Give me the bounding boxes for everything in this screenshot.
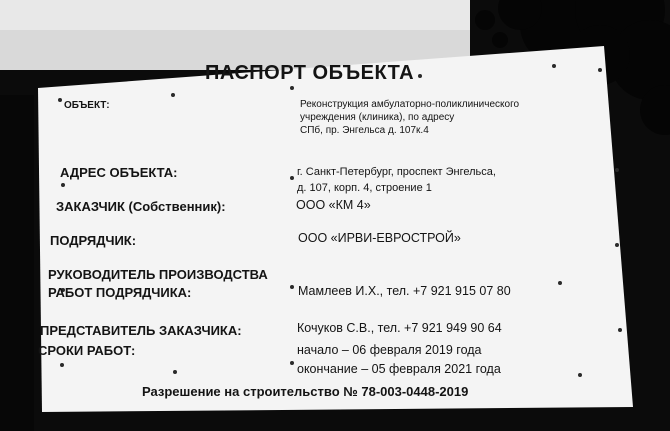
label-customer-rep: ПРЕДСТАВИТЕЛЬ ЗАКАЗЧИКА: xyxy=(40,323,242,338)
value-address: г. Санкт-Петербург, проспект Энгельса, д. 107, корп. 4, строение 1 xyxy=(297,166,496,194)
value-customer: ООО «КМ 4» xyxy=(296,198,371,212)
value-work-period: начало – 06 февраля 2019 года окончание – 05 февраля 2021 года xyxy=(297,343,501,376)
value-contractor: ООО «ИРВИ-ЕВРОСТРОЙ» xyxy=(298,231,461,245)
label-customer: ЗАКАЗЧИК (Собственник): xyxy=(56,199,226,214)
construction-permit: Разрешение на строительство № 78-003-0448-2019 xyxy=(142,384,469,399)
label-work-period: СРОКИ РАБОТ: xyxy=(38,343,136,358)
label-address: АДРЕС ОБЪЕКТА: xyxy=(60,165,178,180)
label-contractor: ПОДРЯДЧИК: xyxy=(50,233,137,248)
label-site-manager: РУКОВОДИТЕЛЬ ПРОИЗВОДСТВА РАБОТ ПОДРЯДЧИКА: xyxy=(48,267,268,300)
label-object: ОБЪЕКТ: xyxy=(64,100,110,111)
value-customer-rep: Кочуков С.В., тел. +7 921 949 90 64 xyxy=(297,321,502,335)
value-site-manager: Мамлеев И.Х., тел. +7 921 915 07 80 xyxy=(298,284,511,298)
sign-title: ПАСПОРТ ОБЪЕКТА xyxy=(205,62,415,84)
value-object: Реконструкция амбулаторно-поликлинического учреждения (клиника), по адресу СПб, пр. Энгельса д. 107к.4 xyxy=(300,99,520,136)
